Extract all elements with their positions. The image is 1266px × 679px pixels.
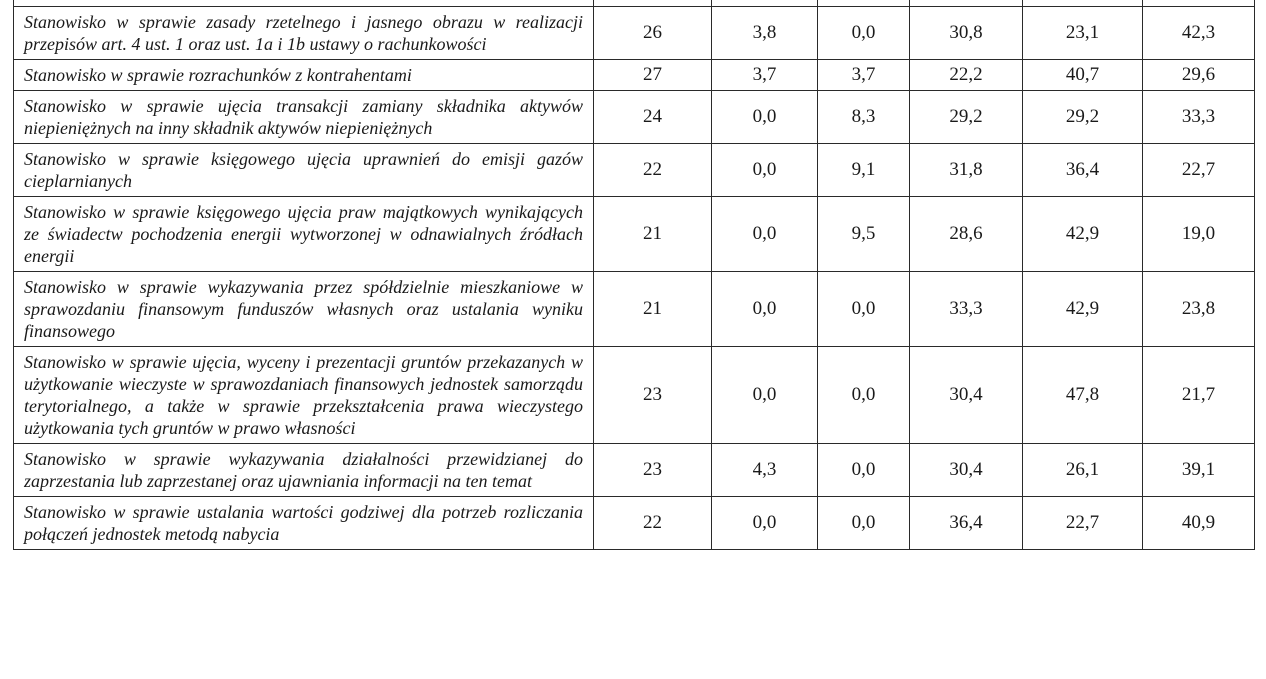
value-cell: 31,8	[910, 144, 1023, 197]
table-row	[14, 272, 1255, 347]
row-label: Stanowisko w sprawie ustalania wartości godziwej dla potrzeb rozliczania połączeń jednostek metodą nabycia	[14, 497, 594, 550]
row-label: Stanowisko w sprawie zasady rzetelnego i jasnego obrazu w realizacji przepisów art. 4 ust. 1 oraz ust. 1a i 1b ustawy o rachunkowości	[14, 7, 594, 60]
table-row	[14, 197, 1255, 272]
value-cell: 29,6	[1143, 60, 1255, 91]
value-cell: 23,1	[1023, 7, 1143, 60]
value-cell: 42,9	[1023, 272, 1143, 347]
value-cell: 0,0	[712, 347, 818, 444]
value-cell: 40,7	[1023, 60, 1143, 91]
value-cell: 22,2	[910, 60, 1023, 91]
table-row	[14, 444, 1255, 497]
row-label: Stanowisko w sprawie wykazywania działalności przewidzianej do zaprzestania lub zaprzestanej oraz ujawniania informacji na ten temat	[14, 444, 594, 497]
row-label: Stanowisko w sprawie księgowego ujęcia praw majątkowych wynikających ze świadectw pochodzenia energii wytworzonej w odnawialnych źródłach energii	[14, 197, 594, 272]
table-row	[14, 60, 1255, 91]
value-cell: 3,7	[712, 60, 818, 91]
table-row	[14, 7, 1255, 60]
value-cell: 0,0	[712, 497, 818, 550]
value-cell: 42,9	[1023, 197, 1143, 272]
value-cell: 23	[594, 444, 712, 497]
value-cell: 0,0	[712, 91, 818, 144]
row-label: Stanowisko w sprawie księgowego ujęcia uprawnień do emisji gazów cieplarnianych	[14, 144, 594, 197]
value-cell: 40,9	[1143, 497, 1255, 550]
value-cell: 42,3	[1143, 7, 1255, 60]
value-cell: 22	[594, 144, 712, 197]
value-cell: 23	[594, 347, 712, 444]
value-cell: 4,3	[712, 444, 818, 497]
value-cell: 29,2	[1023, 91, 1143, 144]
value-cell: 0,0	[818, 497, 910, 550]
value-cell: 0,0	[712, 272, 818, 347]
row-label: Stanowisko w sprawie wykazywania przez spółdzielnie mieszkaniowe w sprawozdaniu finansowym funduszów własnych oraz ustalania wyniku finansowego	[14, 272, 594, 347]
value-cell: 21	[594, 272, 712, 347]
value-cell: 24	[594, 91, 712, 144]
value-cell: 9,1	[818, 144, 910, 197]
table-row	[14, 91, 1255, 144]
table-body	[14, 0, 1255, 550]
value-cell: 26,1	[1023, 444, 1143, 497]
row-label: Stanowisko w sprawie ujęcia transakcji zamiany składnika aktywów niepieniężnych na inny składnik aktywów niepieniężnych	[14, 91, 594, 144]
row-label: Stanowisko w sprawie ujęcia, wyceny i prezentacji gruntów przekazanych w użytkowanie wieczyste w sprawozdaniach finansowych jednostek samorządu terytorialnego, a także w sprawie przekształcenia prawa wieczystego użytkowania tych gruntów w prawo własności	[14, 347, 594, 444]
table-row	[14, 347, 1255, 444]
value-cell: 30,8	[910, 7, 1023, 60]
value-cell: 0,0	[818, 7, 910, 60]
value-cell: 33,3	[910, 272, 1023, 347]
value-cell: 26	[594, 7, 712, 60]
value-cell: 28,6	[910, 197, 1023, 272]
value-cell: 0,0	[712, 144, 818, 197]
value-cell: 33,3	[1143, 91, 1255, 144]
value-cell: 8,3	[818, 91, 910, 144]
value-cell: 23,8	[1143, 272, 1255, 347]
table-row	[14, 144, 1255, 197]
survey-results-table	[13, 0, 1255, 550]
value-cell: 27	[594, 60, 712, 91]
value-cell: 30,4	[910, 444, 1023, 497]
table-row	[14, 497, 1255, 550]
value-cell: 22,7	[1023, 497, 1143, 550]
value-cell: 39,1	[1143, 444, 1255, 497]
value-cell: 22,7	[1143, 144, 1255, 197]
row-label: Stanowisko w sprawie rozrachunków z kontrahentami	[14, 60, 594, 91]
value-cell: 0,0	[818, 347, 910, 444]
value-cell: 21,7	[1143, 347, 1255, 444]
value-cell: 22	[594, 497, 712, 550]
value-cell: 36,4	[1023, 144, 1143, 197]
value-cell: 3,8	[712, 7, 818, 60]
value-cell: 9,5	[818, 197, 910, 272]
value-cell: 36,4	[910, 497, 1023, 550]
value-cell: 30,4	[910, 347, 1023, 444]
value-cell: 0,0	[712, 197, 818, 272]
value-cell: 21	[594, 197, 712, 272]
value-cell: 29,2	[910, 91, 1023, 144]
value-cell: 47,8	[1023, 347, 1143, 444]
value-cell: 3,7	[818, 60, 910, 91]
value-cell: 0,0	[818, 444, 910, 497]
value-cell: 19,0	[1143, 197, 1255, 272]
value-cell: 0,0	[818, 272, 910, 347]
